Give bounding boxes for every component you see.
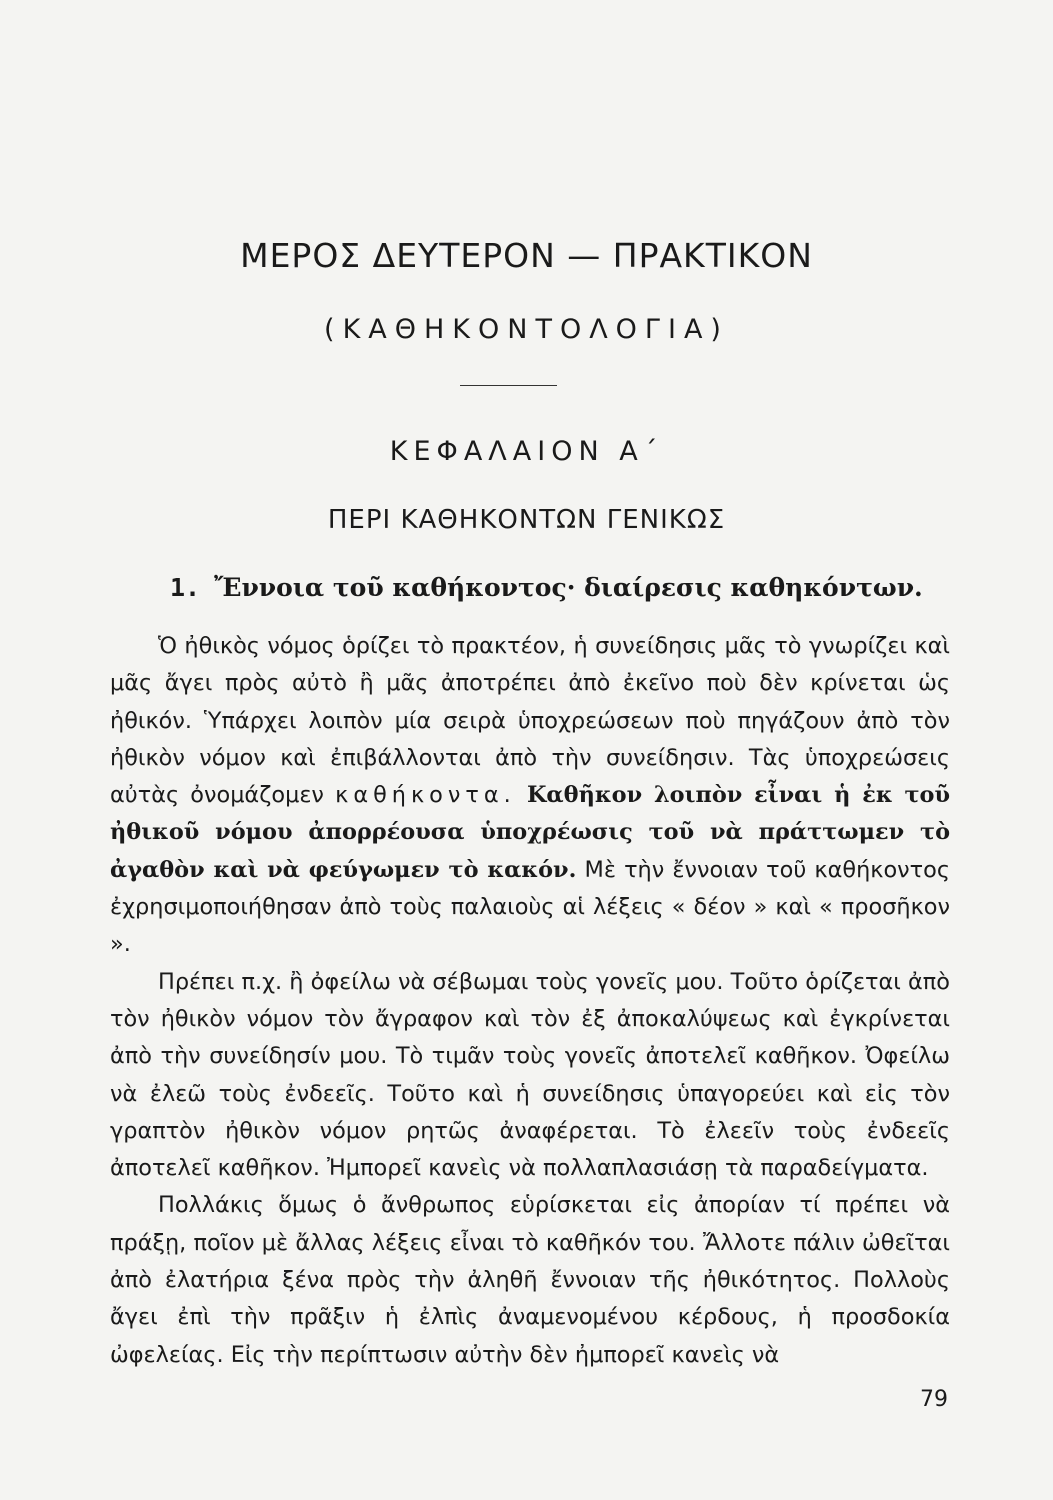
chapter-subtitle: ΠΕΡΙ ΚΑΘΗΚΟΝΤΩΝ ΓΕΝΙΚΩΣ: [327, 505, 726, 535]
body-text: [110, 628, 950, 1374]
divider-rule: [460, 385, 557, 386]
part-subtitle: (ΚΑΘΗΚΟΝΤΟΛΟΓΙΑ): [324, 314, 729, 345]
part-title: ΜΕΡΟΣ ΔΕΥΤΕΡΟΝ — ΠΡΑΚΤΙΚΟΝ: [240, 236, 813, 275]
section-number: 1.: [170, 573, 201, 602]
paragraph-3: Πολλάκις ὅμως ὁ ἄνθρωπος εὑρίσκεται εἰς ἀπορίαν τί πρέπει νὰ πράξῃ, ποῖον μὲ ἄλλας λέξεις εἶναι τὸ καθῆκόν του. Ἄλλοτε πάλιν ὠθεῖται ἀπὸ ἐλατήρια ξένα πρὸς τὴν ἀληθῆ ἔννοιαν τῆς ἠθικότητος. Πολλοὺς ἄγει ἐπὶ τὴν πρᾶξιν ἡ ἐλπὶς ἀναμενομένου κέρδους, ἡ προσδοκία ὠφελείας. Εἰς τὴν περίπτωσιν αὐτὴν δὲν ἠμπορεῖ κανεὶς νὰ: [110, 1192, 950, 1368]
section-title: Ἔννοια τοῦ καθήκοντος· διαίρεσις καθηκόντων.: [214, 573, 923, 602]
paragraph-1: [110, 628, 950, 964]
bold-definition: Καθῆκον λοιπὸν εἶναι ἡ ἐκ τοῦ ἠθικοῦ νόμου ἀπορρέουσα ὑποχρέωσις τοῦ νὰ πράττωμεν τὸ ἀγαθὸν καὶ νὰ φεύγωμεν τὸ κακόν.: [110, 782, 951, 883]
spaced-term: καθήκοντα.: [335, 782, 516, 809]
chapter-title: ΚΕΦΑΛΑΙΟΝ Α΄: [389, 436, 664, 467]
paragraph-1-continuation: Μὲ τὴν ἔννοιαν τοῦ καθήκοντος ἐχρησιμοποιήθησαν ἀπὸ τοὺς παλαιοὺς αἱ λέξεις « δέον » καὶ « προσῆκον ».: [110, 856, 951, 958]
section-heading: [170, 573, 923, 602]
paragraph-1-text: Ὁ ἠθικὸς νόμος ὁρίζει τὸ πρακτέον, ἡ συνείδησις μᾶς τὸ γνωρίζει καὶ μᾶς ἄγει πρὸς αὐτὸ ἢ μᾶς ἀποτρέπει ἀπὸ ἐκεῖνο ποὺ δὲν κρίνεται ὡς ἠθικόν. Ὑπάρχει λοιπὸν μία σειρὰ ὑποχρεώσεων ποὺ πηγάζουν ἀπὸ τὸν ἠθικὸν νόμον καὶ ἐπιβάλλονται ἀπὸ τὴν συνείδησιν. Τὰς ὑποχρεώσεις αὐτὰς ὀνομάζομεν: [110, 633, 950, 809]
page-number: 79: [920, 1387, 948, 1412]
paragraph-2: Πρέπει π.χ. ἢ ὀφείλω νὰ σέβωμαι τοὺς γονεῖς μου. Τοῦτο ὁρίζεται ἀπὸ τὸν ἠθικὸν νόμον τὸν ἄγραφον καὶ τὸν ἐξ ἀποκαλύψεως καὶ ἐγκρίνεται ἀπὸ τὴν συνείδησίν μου. Τὸ τιμᾶν τοὺς γονεῖς ἀποτελεῖ καθῆκον. Ὀφείλω νὰ ἐλεῶ τοὺς ἐνδεεῖς. Τοῦτο καὶ ἡ συνείδησις ὑπαγορεύει καὶ εἰς τὸν γραπτὸν ἠθικὸν νόμον ρητῶς ἀναφέρεται. Τὸ ἐλεεῖν τοὺς ἐνδεεῖς ἀποτελεῖ καθῆκον. Ἠμπορεῖ κανεὶς νὰ πολλαπλασιάσῃ τὰ παραδείγματα.: [110, 968, 950, 1182]
